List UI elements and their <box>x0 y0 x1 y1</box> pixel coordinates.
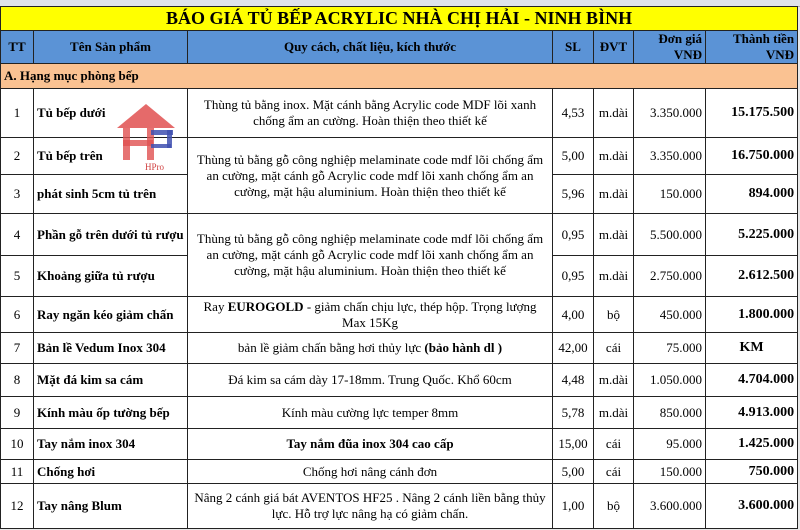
cell-sl[interactable]: 5,00 <box>553 138 594 175</box>
section-row <box>1 64 798 89</box>
cell-sl[interactable]: 42,00 <box>553 333 594 364</box>
cell-price[interactable]: 3.600.000 <box>634 484 706 529</box>
cell-dvt[interactable]: cái <box>594 333 634 364</box>
cell-sl[interactable]: 4,48 <box>553 364 594 397</box>
cell-name[interactable]: Ray ngăn kéo giảm chấn <box>34 297 188 333</box>
spec-text: (bảo hành dl ) <box>424 340 503 355</box>
cell-total[interactable]: 4.704.000 <box>706 364 798 397</box>
header-name[interactable]: Tên Sản phẩm <box>34 31 188 64</box>
header-row <box>1 31 798 64</box>
cell-total[interactable]: 894.000 <box>706 175 798 214</box>
cell-sl[interactable]: 0,95 <box>553 214 594 256</box>
cell-total[interactable]: KM <box>706 333 798 364</box>
cell-dvt[interactable]: m.dài <box>594 138 634 175</box>
cell-sl[interactable]: 5,96 <box>553 175 594 214</box>
cell-sl[interactable]: 0,95 <box>553 256 594 297</box>
cell-tt[interactable]: 4 <box>1 214 34 256</box>
cell-dvt[interactable]: m.dài <box>594 214 634 256</box>
cell-total[interactable]: 4.913.000 <box>706 397 798 429</box>
cell-price[interactable]: 850.000 <box>634 397 706 429</box>
cell-price[interactable]: 2.750.000 <box>634 256 706 297</box>
cell-total[interactable]: 750.000 <box>706 460 798 484</box>
cell-dvt[interactable]: bộ <box>594 484 634 529</box>
cell-dvt[interactable]: cái <box>594 429 634 460</box>
cell-price[interactable]: 3.350.000 <box>634 138 706 175</box>
cell-dvt[interactable]: bộ <box>594 297 634 333</box>
cell-name[interactable]: Tủ bếp dưới <box>34 89 188 138</box>
cell-price[interactable]: 450.000 <box>634 297 706 333</box>
title-row <box>1 7 798 31</box>
cell-tt[interactable]: 11 <box>1 460 34 484</box>
cell-name[interactable]: Kính màu ốp tường bếp <box>34 397 188 429</box>
cell-spec[interactable]: Chống hơi nâng cánh đơn <box>188 460 553 484</box>
cell-name[interactable]: Mặt đá kim sa cám <box>34 364 188 397</box>
cell-tt[interactable]: 6 <box>1 297 34 333</box>
cell-sl[interactable]: 5,00 <box>553 460 594 484</box>
spec-text: bản lề giảm chấn bằng hơi thủy lực <box>237 340 425 355</box>
cell-tt[interactable]: 7 <box>1 333 34 364</box>
cell-dvt[interactable]: m.dài <box>594 256 634 297</box>
cell-dvt[interactable]: m.dài <box>594 175 634 214</box>
cell-price[interactable]: 150.000 <box>634 460 706 484</box>
cell-price[interactable]: 75.000 <box>634 333 706 364</box>
cell-name[interactable]: Phần gỗ trên dưới tủ rượu <box>34 214 188 256</box>
header-price[interactable]: Đơn giá VNĐ <box>634 31 706 64</box>
table-row <box>1 429 798 460</box>
header-dvt[interactable]: ĐVT <box>594 31 634 64</box>
cell-price[interactable]: 5.500.000 <box>634 214 706 256</box>
cell-total[interactable]: 1.800.000 <box>706 297 798 333</box>
cell-total[interactable]: 5.225.000 <box>706 214 798 256</box>
header-sl[interactable]: SL <box>553 31 594 64</box>
cell-name[interactable]: Tủ bếp trên <box>34 138 188 175</box>
cell-name[interactable]: Bản lề Vedum Inox 304 <box>34 333 188 364</box>
cell-spec[interactable]: Thùng tủ bằng inox. Mặt cánh bằng Acrylic code MDF lõi xanh chống ẩm an cường. Hoàn thiện theo thiết kế <box>188 89 553 138</box>
table-row <box>1 297 798 333</box>
cell-sl[interactable]: 15,00 <box>553 429 594 460</box>
header-tt[interactable]: TT <box>1 31 34 64</box>
sheet-title[interactable]: BÁO GIÁ TỦ BẾP ACRYLIC NHÀ CHỊ HẢI - NINH BÌNH <box>1 7 798 31</box>
cell-tt[interactable]: 10 <box>1 429 34 460</box>
header-total[interactable]: Thành tiền VNĐ <box>706 31 798 64</box>
spec-text: - giảm chấn chịu lực, thép hộp. Trọng lượng Max 15Kg <box>303 298 537 330</box>
cell-dvt[interactable]: m.dài <box>594 89 634 138</box>
cell-tt[interactable]: 5 <box>1 256 34 297</box>
spec-text: Ray <box>203 298 228 314</box>
table-row <box>1 333 798 364</box>
cell-tt[interactable]: 12 <box>1 484 34 529</box>
cell-name[interactable]: phát sinh 5cm tủ trên <box>34 175 188 214</box>
cell-price[interactable]: 95.000 <box>634 429 706 460</box>
header-spec[interactable]: Quy cách, chất liệu, kích thước <box>188 31 553 64</box>
cell-sl[interactable]: 5,78 <box>553 397 594 429</box>
spec-text: EUROGOLD <box>227 298 304 314</box>
cell-sl[interactable]: 4,53 <box>553 89 594 138</box>
cell-dvt[interactable]: m.dài <box>594 364 634 397</box>
cell-dvt[interactable]: cái <box>594 460 634 484</box>
table-row <box>1 460 798 484</box>
cell-total[interactable]: 2.612.500 <box>706 256 798 297</box>
cell-spec[interactable]: Kính màu cường lực temper 8mm <box>188 397 553 429</box>
cell-tt[interactable]: 8 <box>1 364 34 397</box>
cell-spec[interactable]: Tay nắm đũa inox 304 cao cấp <box>188 429 553 460</box>
cell-spec[interactable] <box>188 297 553 333</box>
cell-tt[interactable]: 3 <box>1 175 34 214</box>
cell-name[interactable]: Tay nâng Blum <box>34 484 188 529</box>
cell-spec[interactable]: Thùng tủ bằng gỗ công nghiệp melaminate code mdf lõi chống ẩm an cường, mặt cánh gỗ Acrylic code mdf lõi xanh chống ẩm an cường, mặt hậu aluminium. Hoàn thiện theo thiết kế <box>188 138 553 214</box>
cell-total[interactable]: 15.175.500 <box>706 89 798 138</box>
cell-spec[interactable]: Đá kim sa cám dày 17-18mm. Trung Quốc. Khổ 60cm <box>188 364 553 397</box>
quote-table <box>0 6 798 529</box>
cell-sl[interactable]: 1,00 <box>553 484 594 529</box>
cell-sl[interactable]: 4,00 <box>553 297 594 333</box>
cell-name[interactable]: Chống hơi <box>34 460 188 484</box>
table-row <box>1 214 798 256</box>
table-row <box>1 484 798 529</box>
cell-name[interactable]: Tay nắm inox 304 <box>34 429 188 460</box>
cell-spec[interactable] <box>188 333 553 364</box>
table-row <box>1 397 798 429</box>
cell-total[interactable]: 3.600.000 <box>706 484 798 529</box>
section-title[interactable]: A. Hạng mục phòng bếp <box>1 64 798 89</box>
cell-spec[interactable]: Nâng 2 cánh giá bát AVENTOS HF25 . Nâng 2 cánh liền bằng thủy lực. Hỗ trợ lực nâng hạ có giảm chấn. <box>188 484 553 529</box>
cell-dvt[interactable]: m.dài <box>594 397 634 429</box>
cell-tt[interactable]: 9 <box>1 397 34 429</box>
cell-price[interactable]: 150.000 <box>634 175 706 214</box>
cell-spec[interactable]: Thùng tủ bằng gỗ công nghiệp melaminate code mdf lõi chống ẩm an cường, mặt cánh gỗ Acrylic code mdf lõi xanh chống ẩm an cường, mặt hậu aluminium. Hoàn thiện theo thiết kế <box>188 214 553 297</box>
hpro-logo <box>115 100 177 172</box>
table-row <box>1 364 798 397</box>
cell-price[interactable]: 3.350.000 <box>634 89 706 138</box>
cell-tt[interactable]: 2 <box>1 138 34 175</box>
cell-tt[interactable]: 1 <box>1 89 34 138</box>
cell-total[interactable]: 16.750.000 <box>706 138 798 175</box>
cell-name[interactable]: Khoảng giữa tủ rượu <box>34 256 188 297</box>
cell-total[interactable]: 1.425.000 <box>706 429 798 460</box>
logo-text: HPro <box>145 162 165 172</box>
cell-price[interactable]: 1.050.000 <box>634 364 706 397</box>
